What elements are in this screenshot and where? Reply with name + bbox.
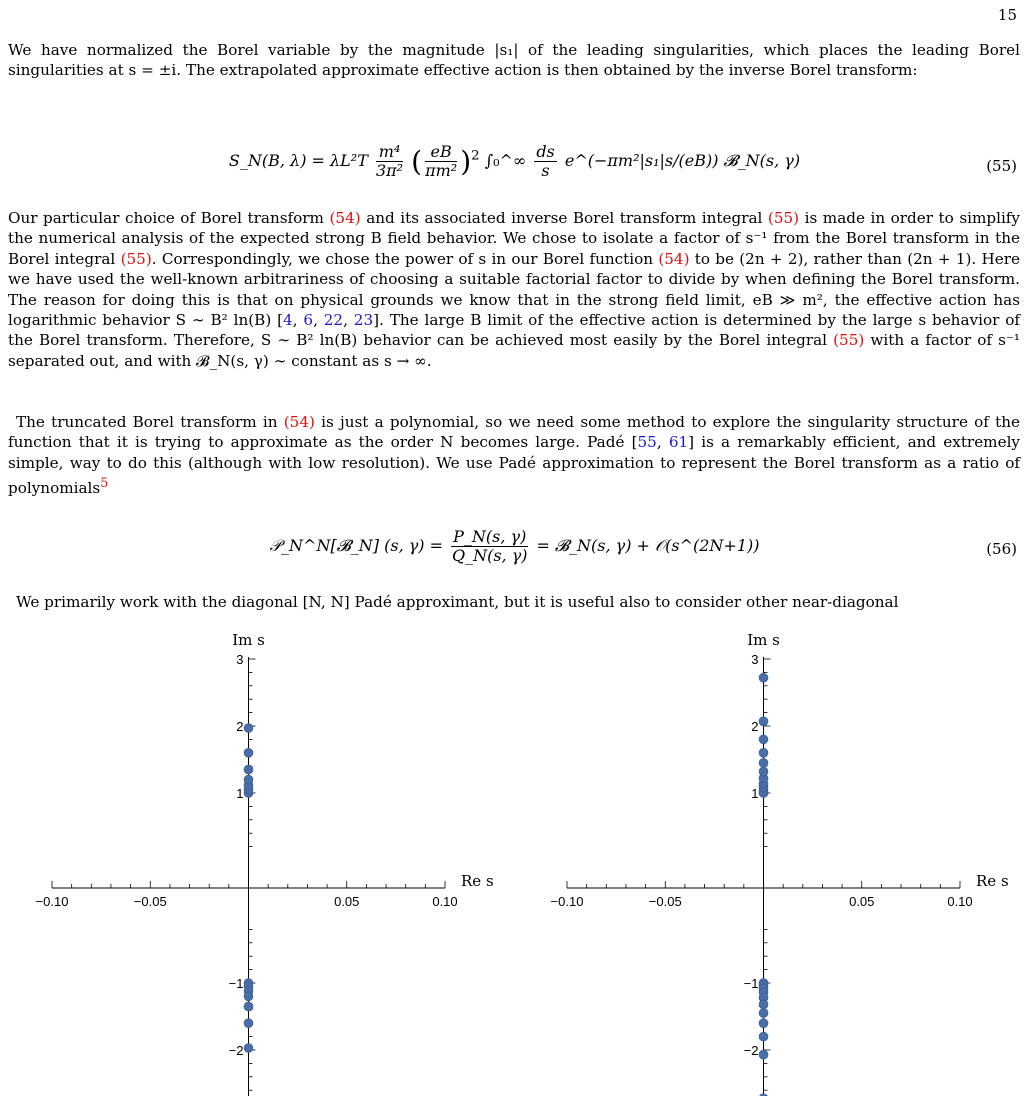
pole-point [244, 775, 253, 784]
paragraph-4-text: We primarily work with the diagonal [N, N] Padé approximant, but it is useful also to consider other near-diagonal [16, 593, 899, 611]
x-tick-label: 0.10 [432, 894, 458, 909]
figure-left [0, 626, 510, 1100]
citation-link[interactable]: 22 [323, 311, 344, 330]
eq56-frac-den: Q_N(s, γ) [451, 546, 528, 565]
eq55-frac1-num: m⁴ [376, 143, 403, 162]
eq56-rhs: = 𝓑_N(s, γ) + 𝒪(s^(2N+1)) [536, 536, 760, 555]
citation-link[interactable]: 61 [668, 433, 689, 452]
pole-point [759, 735, 768, 744]
x-tick-label: −0.10 [550, 894, 584, 909]
eq-ref-55[interactable]: (55) [833, 331, 865, 350]
pole-point [759, 1009, 768, 1018]
pole-point [759, 1019, 768, 1028]
pole-point [759, 673, 768, 682]
x-tick-label: 0.05 [849, 894, 875, 909]
eq56-frac [451, 528, 528, 565]
pole-point [244, 1019, 253, 1028]
footnote-link[interactable]: 5 [100, 475, 109, 491]
eq-ref-54[interactable]: (54) [658, 249, 690, 268]
pole-point [759, 758, 768, 767]
p2-t2: and its associated inverse Borel transform integral [360, 209, 768, 227]
p2-t6: ]. The large B limit of the effective action is determined by the large s behavior of the Borel transform. Therefore, S ∼ B² ln(B) behavior can be achieved most easily by the Borel integral [8, 311, 1020, 350]
citation-link[interactable]: 23 [353, 311, 374, 330]
pole-point [759, 1000, 768, 1009]
eq55-frac2-den: πm² [425, 161, 458, 180]
eq55-frac3 [534, 143, 556, 180]
p2-t4: . Correspondingly, we chose the power of s in our Borel function [151, 249, 659, 268]
pole-point [759, 748, 768, 757]
y-tick-label: 1 [236, 786, 244, 801]
eq55-frac2 [425, 143, 457, 180]
equation-55-body: S_N(B, λ) = λL²T $\frac{\text{m⁴}}{\text{3π²}}$ ( $\frac{eB}{\text{πm²}}$ )$^2$ ∫₀^∞ $\frac{ds}{s}$ e^(−πm²|s₁|s/(eB)) 𝓑_N(s, γ) [228, 142, 801, 180]
y-tick-label: −2 [228, 1043, 244, 1058]
pole-point [244, 1043, 253, 1052]
p3-t3: ] is a remarkably efficient, and extremely simple, way to do this (although with low resolution). We use Padé approximation to represent the Borel transform as a ratio of polynomials [8, 433, 1021, 498]
eq-ref-54[interactable]: (54) [329, 209, 361, 227]
p2-t1: Our particular choice of Borel transform [8, 209, 330, 227]
eq55-frac3-num: ds [536, 142, 555, 161]
equation-56 [0, 528, 1029, 588]
x-tick-label: −0.05 [648, 894, 682, 909]
x-tick-label: 0.05 [334, 894, 360, 909]
pole-point [244, 1002, 253, 1011]
paragraph-1-text: We have normalized the Borel variable by the magnitude |s₁| of the leading singularities, which places the leading Borel singularities at s = ±i. The extrapolated approximate effective action is then obtained by the inverse Borel transform: [8, 41, 1020, 80]
y-tick-label: 3 [236, 652, 244, 667]
paragraph-3: The truncated Borel transform in (54) is just a polynomial, so we need some method to explore the singularity structure of the function that it is trying to approximate as the order N becomes large. Padé [55, 61] is a remarkably efficient, and extremely simple, way to do this (although with low resolution). We use Padé approximation to represent the Borel transform as a ratio of polynomials$^5$ [8, 413, 1021, 498]
eq55-frac1 [376, 143, 403, 180]
pole-point [759, 1094, 768, 1096]
eq55-rest: e^(−πm²|s₁|s/(eB)) 𝓑_N(s, γ) [564, 151, 801, 170]
figure-right [515, 626, 1025, 1100]
eq55-lhs: S_N(B, λ) = λL²T [228, 151, 368, 170]
pole-plot-left [0, 626, 510, 1096]
pole-plot-right [515, 626, 1025, 1096]
pole-point [244, 748, 253, 757]
p2-t3: is made in order to simplify the numerical analysis of the expected strong B field behavior. We chose to isolate a factor of s⁻¹ from the Borel transform in the Borel integral [8, 209, 1021, 268]
y-tick-label: 1 [751, 786, 759, 801]
eq56-lhs: 𝒫_N^N[𝓑_N] (s, γ) = [269, 536, 444, 555]
pole-point [244, 765, 253, 774]
eq-ref-55[interactable]: (55) [767, 209, 800, 227]
pole-point [759, 1032, 768, 1041]
p3-t2: is just a polynomial, so we need some method to explore the singularity structure of the function that it is trying to approximate as the order N becomes large. Padé [ [8, 413, 1020, 452]
p3-t1: The truncated Borel transform in [16, 413, 284, 431]
paragraph-4 [8, 592, 1020, 612]
x-axis-label: Re s [461, 872, 494, 890]
eq56-frac-num: P_N(s, γ) [453, 527, 527, 546]
page-number: 15 [997, 6, 1017, 24]
citation-link[interactable]: 6 [303, 311, 314, 330]
equation-55-number: (55) [986, 157, 1017, 175]
eq-ref-55[interactable]: (55) [120, 249, 152, 268]
eq55-frac2-num: eB [425, 143, 457, 162]
eq55-integral: ∫₀^∞ [484, 151, 527, 170]
y-tick-label: −2 [743, 1043, 759, 1058]
y-tick-label: −1 [743, 976, 759, 991]
pole-point [244, 992, 253, 1001]
y-tick-label: 3 [751, 652, 759, 667]
y-tick-label: 2 [751, 719, 759, 734]
pole-point [759, 717, 768, 726]
equation-56-body [0, 528, 1029, 565]
citation-link[interactable]: 55 [637, 433, 657, 452]
citation-link[interactable]: 4 [283, 311, 293, 330]
eq55-frac3-den: s [541, 161, 550, 180]
pole-point [244, 724, 253, 733]
eq55-frac1-den: 3π² [375, 161, 404, 180]
y-tick-label: −1 [228, 976, 244, 991]
x-tick-label: −0.10 [35, 894, 69, 909]
paragraph-1 [8, 40, 1020, 81]
equation-55 [0, 143, 1029, 203]
equation-56-number: (56) [986, 540, 1017, 558]
paragraph-2: Our particular choice of Borel transform (54) and its associated inverse Borel transform integral (55) is made in order to simplify the numerical analysis of the expected strong B field behavior. We chose to isolate a factor of s⁻¹ from the Borel transform in the Borel integral (55). Correspondingly, we chose the power of s in our Borel function (54) to be (2n + 2), rather than (2n + 1). Here we have used the well-known arbitrariness of choosing a suitable factorial factor to divide by when defining the Borel transform. The reason for doing this is that on physical grounds we know that in the strong field limit, eB ≫ m², the effective action has logarithmic behavior S ∼ B² ln(B) [4, 6, 22, 23]. The large B limit of the effective action is determined by the large s behavior of the Borel transform. Therefore, S ∼ B² ln(B) behavior can be achieved most easily by the Borel integral (55) with a factor of s⁻¹ separated out, and with 𝓑_N(s, γ) ∼ constant as s → ∞. [8, 209, 1021, 370]
y-axis-label: Im s [747, 631, 780, 649]
x-axis-label: Re s [976, 872, 1009, 890]
p2-t7: with a factor of s⁻¹ separated out, and with 𝓑_N(s, γ) ∼ constant as s → ∞. [8, 331, 1020, 370]
pole-point [759, 1050, 768, 1059]
pole-point [759, 767, 768, 776]
y-tick-label: 2 [236, 719, 244, 734]
p2-t5: to be (2n + 2), rather than (2n + 1). Here we have used the well-known arbitrariness of choosing a suitable factorial factor to divide by when defining the Borel transform. The reason for doing this is that on physical grounds we know that in the strong field limit, eB ≫ m², the effective action has logarithmic behavior S ∼ B² ln(B) [ [8, 249, 1020, 330]
eq-ref-54[interactable]: (54) [283, 413, 315, 431]
x-tick-label: 0.10 [947, 894, 973, 909]
y-axis-label: Im s [232, 631, 265, 649]
x-tick-label: −0.05 [133, 894, 167, 909]
